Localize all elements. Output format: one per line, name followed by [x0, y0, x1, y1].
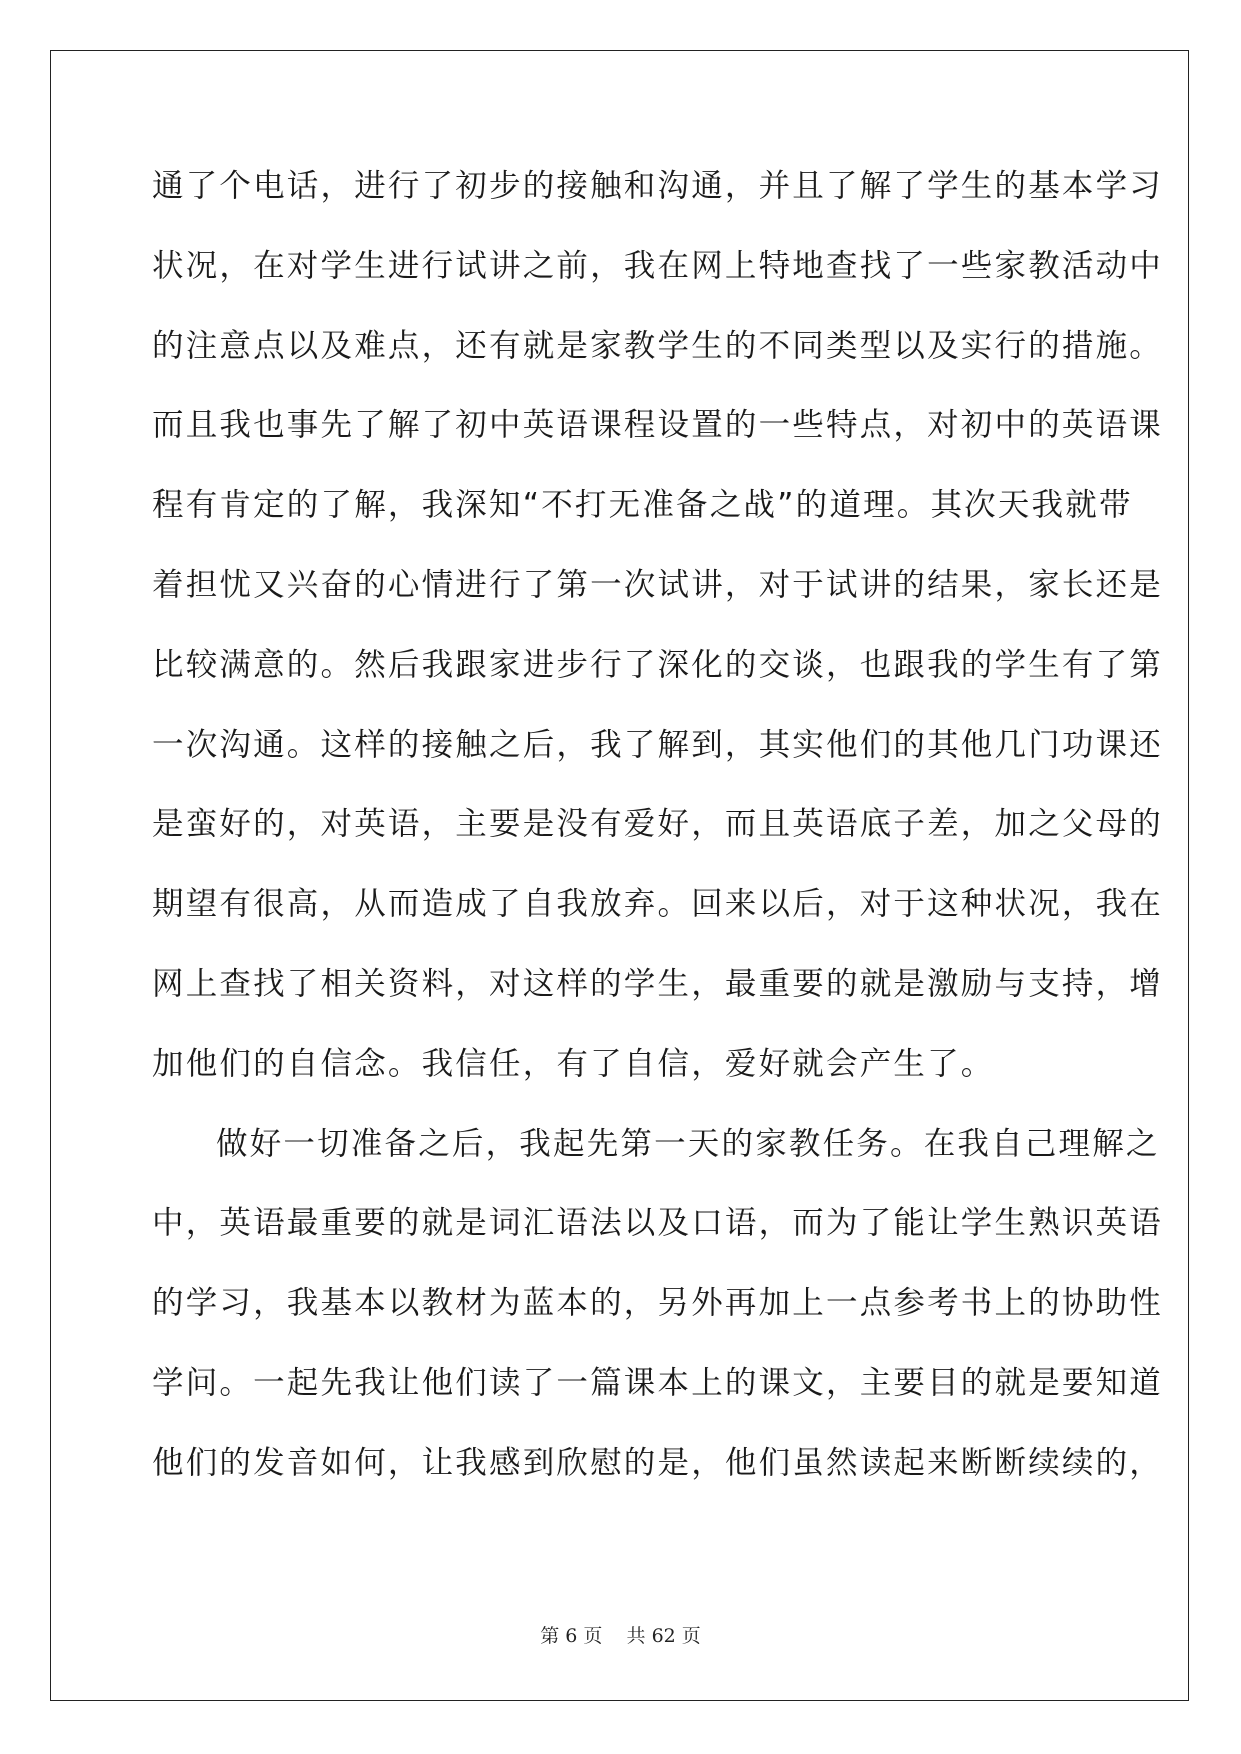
text-line: 一次沟通。这样的接触之后，我了解到，其实他们的其他几门功课还	[152, 726, 1164, 763]
text-line-paragraph-start: 做好一切准备之后，我起先第一天的家教任务。在我自己理解之	[216, 1125, 1160, 1162]
text-line: 期望有很高，从而造成了自我放弃。回来以后，对于这种状况，我在	[152, 886, 1164, 923]
document-body	[152, 160, 1164, 1517]
text-line: 通了个电话，进行了初步的接触和沟通，并且了解了学生的基本学习	[152, 168, 1164, 204]
text-line: 学问。一起先我让他们读了一篇课本上的课文，主要目的就是要知道	[152, 1364, 1164, 1401]
text-line: 中，英语最重要的就是词汇语法以及口语，而为了能让学生熟识英语	[152, 1205, 1164, 1242]
page-footer	[0, 1621, 1241, 1648]
text-line: 他们的发音如何，让我感到欣慰的是，他们虽然读起来断断续续的，	[152, 1444, 1164, 1481]
text-line: 而且我也事先了解了初中英语课程设置的一些特点，对初中的英语课	[152, 407, 1164, 444]
text-line: 状况，在对学生进行试讲之前，我在网上特地查找了一些家教活动中	[152, 247, 1164, 284]
text-line: 是蛮好的，对英语，主要是没有爱好，而且英语底子差，加之父母的	[152, 806, 1164, 843]
text-line: 程有肯定的了解，我深知“不打无准备之战”的道理。其次天我就带	[152, 487, 1133, 524]
text-line: 着担忧又兴奋的心情进行了第一次试讲，对于试讲的结果，家长还是	[152, 566, 1164, 603]
text-line: 网上查找了相关资料，对这样的学生，最重要的就是激励与支持，增	[152, 965, 1164, 1002]
text-line-paragraph-end: 加他们的自信念。我信任，有了自信，爱好就会产生了。	[152, 1045, 995, 1082]
page-number-label: 第 6 页 共 62 页	[540, 1625, 701, 1647]
text-line: 的注意点以及难点，还有就是家教学生的不同类型以及实行的措施。	[152, 327, 1164, 364]
text-line: 比较满意的。然后我跟家进步行了深化的交谈，也跟我的学生有了第	[152, 646, 1164, 683]
text-line: 的学习，我基本以教材为蓝本的，另外再加上一点参考书上的协助性	[152, 1285, 1164, 1322]
